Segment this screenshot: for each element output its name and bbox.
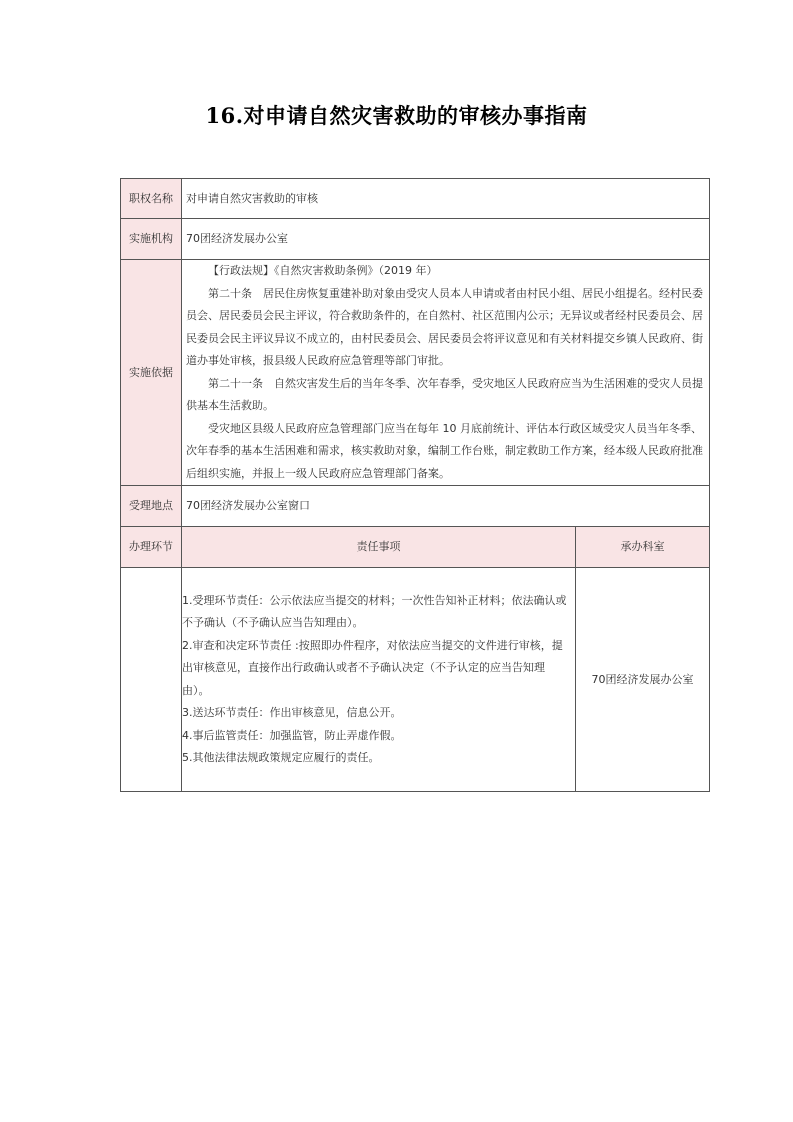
- process-label: 办理环节: [121, 527, 182, 568]
- row-authority-name: [121, 179, 710, 219]
- basis-content: [182, 260, 710, 486]
- row-process-header: [121, 527, 710, 568]
- responsibility-item: 1.受理环节责任：公示依法应当提交的材料；一次性告知补正材料；依法确认或不予确认（不予确认应当告知理由）。: [182, 593, 567, 629]
- row-basis: [121, 260, 710, 486]
- row-agency: [121, 219, 710, 260]
- row-location: [121, 486, 710, 527]
- department-value: 70团经济发展办公室: [576, 568, 710, 792]
- basis-paragraph: 第二十一条 自然灾害发生后的当年冬季、次年春季，受灾地区人民政府应当为生活困难的受灾人员提供基本生活救助。: [186, 376, 703, 412]
- basis-label: 实施依据: [121, 260, 182, 486]
- authority-name-label: 职权名称: [121, 179, 182, 219]
- responsibility-item: 4.事后监管责任：加强监管，防止弄虚作假。: [182, 728, 402, 742]
- responsibility-content: [182, 568, 576, 792]
- location-value: 70团经济发展办公室窗口: [182, 486, 710, 527]
- guide-table: [120, 178, 710, 792]
- responsibility-column-header: 责任事项: [182, 527, 576, 568]
- basis-paragraph: 第二十条 居民住房恢复重建补助对象由受灾人员本人申请或者由村民小组、居民小组提名。经村民委员会、居民委员会民主评议，符合救助条件的，在自然村、社区范围内公示；无异议或者经村民委员会、居民委员会民主评议异议不成立的，由村民委员会、居民委员会将评议意见和有关材料提交乡镇人民政府、街道办事处审核，报县级人民政府应急管理等部门审批。: [186, 286, 703, 367]
- department-column-header: 承办科室: [576, 527, 710, 568]
- process-empty-cell: [121, 568, 182, 792]
- authority-name-value: 对申请自然灾害救助的审核: [182, 179, 710, 219]
- responsibility-item: 5.其他法律法规政策规定应履行的责任。: [182, 751, 380, 764]
- page-title: 16.对申请自然灾害救助的审核办事指南: [205, 103, 588, 128]
- row-process-content: [121, 568, 710, 792]
- agency-value: 70团经济发展办公室: [182, 219, 710, 260]
- location-label: 受理地点: [121, 486, 182, 527]
- responsibility-item: 2.审查和决定环节责任 :按照即办件程序，对依法应当提交的文件进行审核，提出审核意见，直接作出行政确认或者不予确认决定（不予认定的应当告知理由）。: [182, 638, 563, 697]
- agency-label: 实施机构: [121, 219, 182, 260]
- responsibility-item: 3.送达环节责任：作出审核意见，信息公开。: [182, 706, 402, 719]
- basis-paragraph: 【行政法规】《自然灾害救助条例》（2019 年）: [208, 264, 438, 277]
- basis-paragraph: 受灾地区县级人民政府应急管理部门应当在每年 10 月底前统计、评估本行政区域受灾人员当年冬季、次年春季的基本生活困难和需求，核实救助对象，编制工作台账，制定救助工作方案，经本级人民政府批准后组织实施，并报上一级人民政府应急管理部门备案。: [186, 421, 703, 480]
